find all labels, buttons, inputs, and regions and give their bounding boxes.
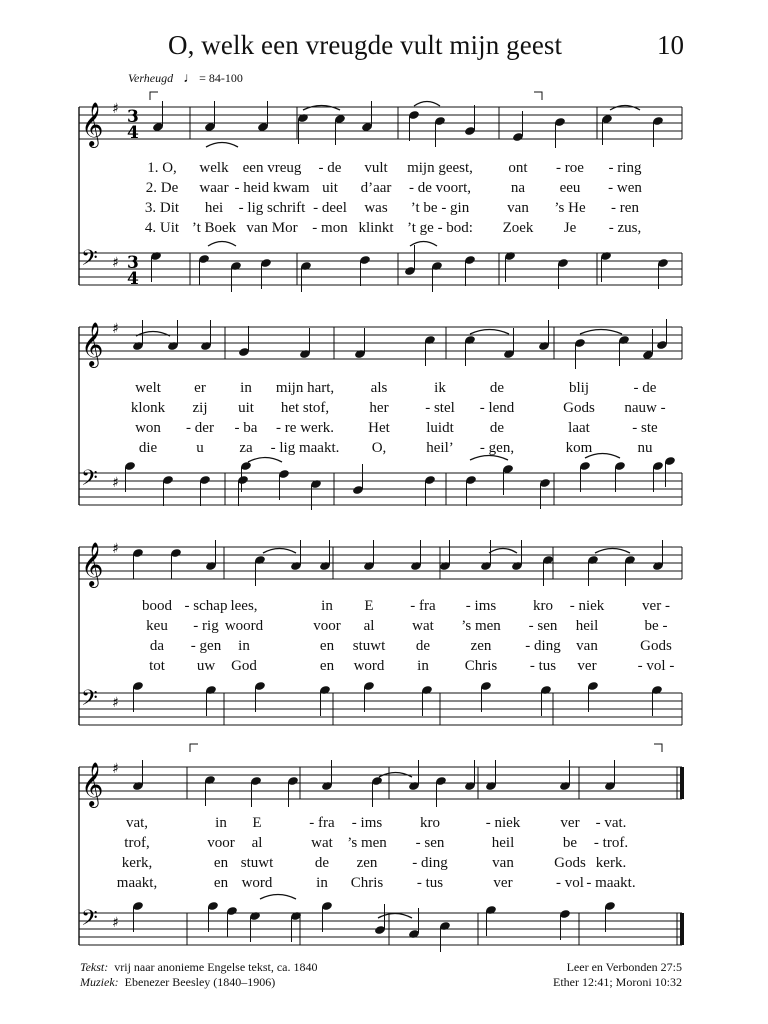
treble-clef-icon: 𝄞 (81, 762, 104, 806)
lyric-syllable: maakt, (116, 875, 158, 891)
lyric-syllable: God (231, 658, 257, 674)
lyric-syllable: da (149, 638, 165, 654)
lyric-syllable: ’t ge - bod: (407, 220, 473, 236)
treble-clef-icon: 𝄞 (81, 542, 104, 586)
lyric-syllable: het stof, (280, 400, 330, 416)
lyric-syllable: in (417, 658, 429, 674)
lyric-syllable: kro (533, 598, 553, 614)
time-signature-bottom: 4 (127, 123, 139, 143)
lyric-syllable: bood (142, 598, 172, 614)
lyric-syllable: - wen (608, 180, 642, 196)
lyric-syllable: ont (508, 160, 528, 176)
lyric-syllable: Gods (563, 400, 595, 416)
lyric-syllable: mijn geest, (407, 160, 473, 176)
bracket-mark (150, 92, 158, 100)
lyric-syllable: - vat. (595, 815, 627, 831)
tie-slur (595, 549, 630, 554)
key-signature-sharp-icon: ♯ (112, 761, 119, 777)
tempo-word: Verheugd (128, 71, 174, 85)
lyric-syllable: klinkt (358, 220, 394, 236)
tempo-value: = 84-100 (199, 71, 243, 85)
lyric-syllable: laat (568, 420, 590, 436)
lyric-syllable: wat (412, 618, 434, 634)
lyric-syllable: - ims (351, 815, 383, 831)
lyric-syllable: welk (199, 160, 229, 176)
lyric-syllable: word (241, 875, 273, 891)
tie-slur (489, 549, 517, 554)
lyric-syllable: - der (186, 420, 214, 436)
lyric-syllable: 3. Dit (144, 200, 180, 216)
tie-slur (414, 102, 440, 107)
tie-slur (263, 549, 296, 554)
lyric-syllable: 2. De (145, 180, 179, 196)
lyric-syllable: ’s men (347, 835, 387, 851)
lyric-syllable: - de (633, 380, 657, 396)
lyric-syllable: kerk, (121, 855, 153, 871)
lyric-syllable: heil (575, 618, 599, 634)
lyric-syllable: luidt (426, 420, 454, 436)
lyric-syllable: E (364, 598, 374, 614)
lyric-syllable: ik (434, 380, 446, 396)
lyric-syllable: won (135, 420, 161, 436)
footer-scripture-ref-2: Ether 12:41; Moroni 10:32 (553, 975, 682, 989)
lyric-syllable: vat, (125, 815, 149, 831)
lyric-syllable: en (319, 658, 335, 674)
lyric-syllable: - fra (410, 598, 436, 614)
lyric-syllable: ’t Boek (191, 220, 237, 236)
time-signature-top: 3 (127, 253, 139, 273)
lyric-syllable: zen (470, 638, 492, 654)
lyric-syllable: - fra (309, 815, 335, 831)
lyric-syllable: - lig schrift (238, 200, 306, 216)
lyric-syllable: nauw - (624, 400, 666, 416)
lyric-syllable: in (240, 380, 252, 396)
lyric-syllable: - deel (313, 200, 347, 216)
lyric-syllable: d’aar (360, 180, 392, 196)
lyric-syllable: stuwt (352, 638, 386, 654)
lyric-syllable: stuwt (240, 855, 274, 871)
lyric-syllable: er (194, 380, 206, 396)
lyric-syllable: - maakt. (586, 875, 636, 891)
lyric-syllable: - ding (412, 855, 448, 871)
lyric-syllable: eeu (559, 180, 581, 196)
lyric-syllable: heil’ (426, 440, 454, 456)
bracket-mark (654, 744, 662, 752)
lyric-syllable: van (492, 855, 514, 871)
tie-slur (580, 330, 622, 335)
lyric-syllable: - rig (193, 618, 219, 634)
lyric-syllable: al (363, 618, 375, 634)
lyric-syllable: in (238, 638, 250, 654)
tie-slur (378, 914, 412, 919)
lyric-syllable: en (213, 875, 229, 891)
lyric-syllable: - ding (525, 638, 561, 654)
lyric-syllable: - sen (528, 618, 558, 634)
time-signature-top: 3 (127, 107, 139, 127)
lyric-syllable: - de voort, (408, 180, 472, 196)
lyric-syllable: - lend (479, 400, 515, 416)
footer-music-label: Muziek: (80, 975, 119, 989)
lyric-syllable: - niek (485, 815, 521, 831)
bass-clef-icon: 𝄢 (81, 906, 98, 936)
lyric-syllable: - ba (234, 420, 258, 436)
lyric-syllable: 4. Uit (144, 220, 180, 236)
bass-clef-icon: 𝄢 (81, 466, 98, 496)
lyric-syllable: een vreug (242, 160, 302, 176)
final-barline-thick (680, 767, 684, 799)
lyric-syllable: Het (368, 420, 390, 436)
bass-clef-icon: 𝄢 (81, 246, 98, 276)
time-signature-bottom: 4 (127, 269, 139, 289)
key-signature-sharp-icon: ♯ (112, 695, 119, 711)
lyric-syllable: - stel (425, 400, 455, 416)
lyric-syllable: - vol - (637, 658, 675, 674)
lyric-syllable: - mon (312, 220, 348, 236)
lyric-syllable: Gods (640, 638, 672, 654)
lyric-syllable: E (252, 815, 262, 831)
lyric-syllable: in (321, 598, 333, 614)
lyric-syllable: her (369, 400, 389, 416)
lyric-syllable: de (415, 638, 431, 654)
lyric-syllable: lees, (230, 598, 258, 614)
lyric-syllable: keu (146, 618, 168, 634)
lyric-syllable: in (215, 815, 227, 831)
lyric-syllable: - vol (556, 875, 584, 891)
lyric-syllable: ver (577, 658, 597, 674)
quarter-note-icon: ♩ (183, 71, 198, 86)
lyric-syllable: zen (356, 855, 378, 871)
lyric-syllable: heil (491, 835, 515, 851)
hymn-title: O, welk een vreugde vult mijn geest (168, 30, 563, 60)
lyric-syllable: - zus, (608, 220, 642, 236)
lyric-syllable: vult (364, 160, 388, 176)
lyric-syllable: tot (149, 658, 165, 674)
lyric-syllable: - roe (556, 160, 584, 176)
footer-music-credit (80, 975, 275, 990)
lyric-syllable: 1. O, (147, 160, 177, 176)
lyric-syllable: in (316, 875, 328, 891)
bracket-mark (534, 92, 542, 100)
lyric-syllable: ver (560, 815, 580, 831)
lyric-syllable: Chris (350, 875, 384, 891)
lyric-syllable: mijn hart, (275, 380, 335, 396)
lyric-syllable: za (239, 440, 253, 456)
lyric-syllable: van (576, 638, 598, 654)
lyric-syllable: die (138, 440, 158, 456)
lyric-syllable: Je (563, 220, 577, 236)
lyric-syllable: trof, (124, 835, 150, 851)
lyric-syllable: - ring (608, 160, 642, 176)
lyric-syllable: blij (568, 380, 590, 396)
lyric-syllable: u (196, 440, 204, 456)
tie-slur (470, 330, 509, 335)
lyric-syllable: uit (322, 180, 338, 196)
footer-text-credit (80, 960, 318, 975)
lyric-syllable: klonk (130, 400, 166, 416)
lyric-syllable: - trof. (593, 835, 629, 851)
key-signature-sharp-icon: ♯ (112, 915, 119, 931)
bass-clef-icon: 𝄢 (81, 686, 98, 716)
lyric-syllable: - gen (190, 638, 222, 654)
lyric-syllable: de (489, 380, 505, 396)
lyric-syllable: - de (318, 160, 342, 176)
lyric-syllable: - sen (415, 835, 445, 851)
bracket-mark (190, 744, 198, 752)
footer-text-label: Tekst: (80, 960, 109, 974)
lyric-syllable: waar (199, 180, 229, 196)
lyric-syllable: en (319, 638, 335, 654)
lyric-syllable: en (213, 855, 229, 871)
lyric-syllable: voor (313, 618, 341, 634)
hymn-number: 10 (657, 30, 684, 60)
tie-slur (610, 106, 640, 111)
lyric-syllable: hei (204, 200, 224, 216)
lyric-syllable: Gods (554, 855, 586, 871)
lyric-syllable: - niek (569, 598, 605, 614)
lyric-syllable: - ims (465, 598, 497, 614)
tempo-marking (128, 71, 243, 87)
lyric-syllable: was (364, 200, 388, 216)
lyric-syllable: - gen, (479, 440, 515, 456)
lyric-syllable: voor (207, 835, 235, 851)
key-signature-sharp-icon: ♯ (112, 101, 119, 117)
key-signature-sharp-icon: ♯ (112, 255, 119, 271)
lyric-syllable: ver - (642, 598, 670, 614)
lyric-syllable: nu (637, 440, 653, 456)
lyric-syllable: kerk. (595, 855, 627, 871)
lyric-syllable: na (510, 180, 526, 196)
tie-slur (260, 895, 296, 900)
lyric-syllable: - heid kwam (234, 180, 310, 196)
lyric-syllable: word (353, 658, 385, 674)
tie-slur (206, 143, 238, 148)
treble-clef-icon: 𝄞 (81, 322, 104, 366)
lyric-syllable: uit (238, 400, 254, 416)
lyric-syllable: kro (420, 815, 440, 831)
lyric-syllable: - re werk. (276, 420, 334, 436)
lyric-syllable: de (489, 420, 505, 436)
lyric-syllable: kom (565, 440, 593, 456)
lyric-syllable: be - (644, 618, 668, 634)
key-signature-sharp-icon: ♯ (112, 321, 119, 337)
lyric-syllable: ’t be - gin (410, 200, 470, 216)
tie-slur (248, 458, 282, 463)
footer-scripture-ref-1: Leer en Verbonden 27:5 (566, 960, 682, 974)
lyric-syllable: ver (493, 875, 513, 891)
tie-slur (303, 106, 340, 111)
lyric-syllable: als (370, 380, 388, 396)
key-signature-sharp-icon: ♯ (112, 475, 119, 491)
lyric-syllable: uw (196, 658, 216, 674)
lyric-syllable: al (251, 835, 263, 851)
tie-slur (208, 242, 236, 247)
lyric-syllable: be (562, 835, 578, 851)
lyric-syllable: de (314, 855, 330, 871)
lyric-syllable: Chris (464, 658, 498, 674)
final-barline-thick (680, 913, 684, 945)
lyric-syllable: Zoek (502, 220, 534, 236)
lyric-syllable: welt (135, 380, 161, 396)
lyric-syllable: van (507, 200, 529, 216)
lyric-syllable: - ren (611, 200, 639, 216)
lyric-syllable: ’s He (554, 200, 586, 216)
lyric-syllable: - tus (416, 875, 444, 891)
lyric-syllable: zij (192, 400, 208, 416)
key-signature-sharp-icon: ♯ (112, 541, 119, 557)
treble-clef-icon: 𝄞 (81, 102, 104, 146)
lyric-syllable: - tus (529, 658, 557, 674)
footer-music-value: Ebenezer Beesley (1840–1906) (124, 975, 276, 989)
lyric-syllable: ’s men (461, 618, 501, 634)
lyric-syllable: woord (224, 618, 264, 634)
lyric-syllable: O, (371, 440, 387, 456)
footer-text-value: vrij naar anonieme Engelse tekst, ca. 1840 (114, 960, 318, 974)
lyric-syllable: wat (311, 835, 333, 851)
lyric-syllable: - schap (184, 598, 228, 614)
lyric-syllable: - lig maakt. (270, 440, 340, 456)
lyric-syllable: van Mor (246, 220, 298, 236)
lyric-syllable: - ste (632, 420, 658, 436)
